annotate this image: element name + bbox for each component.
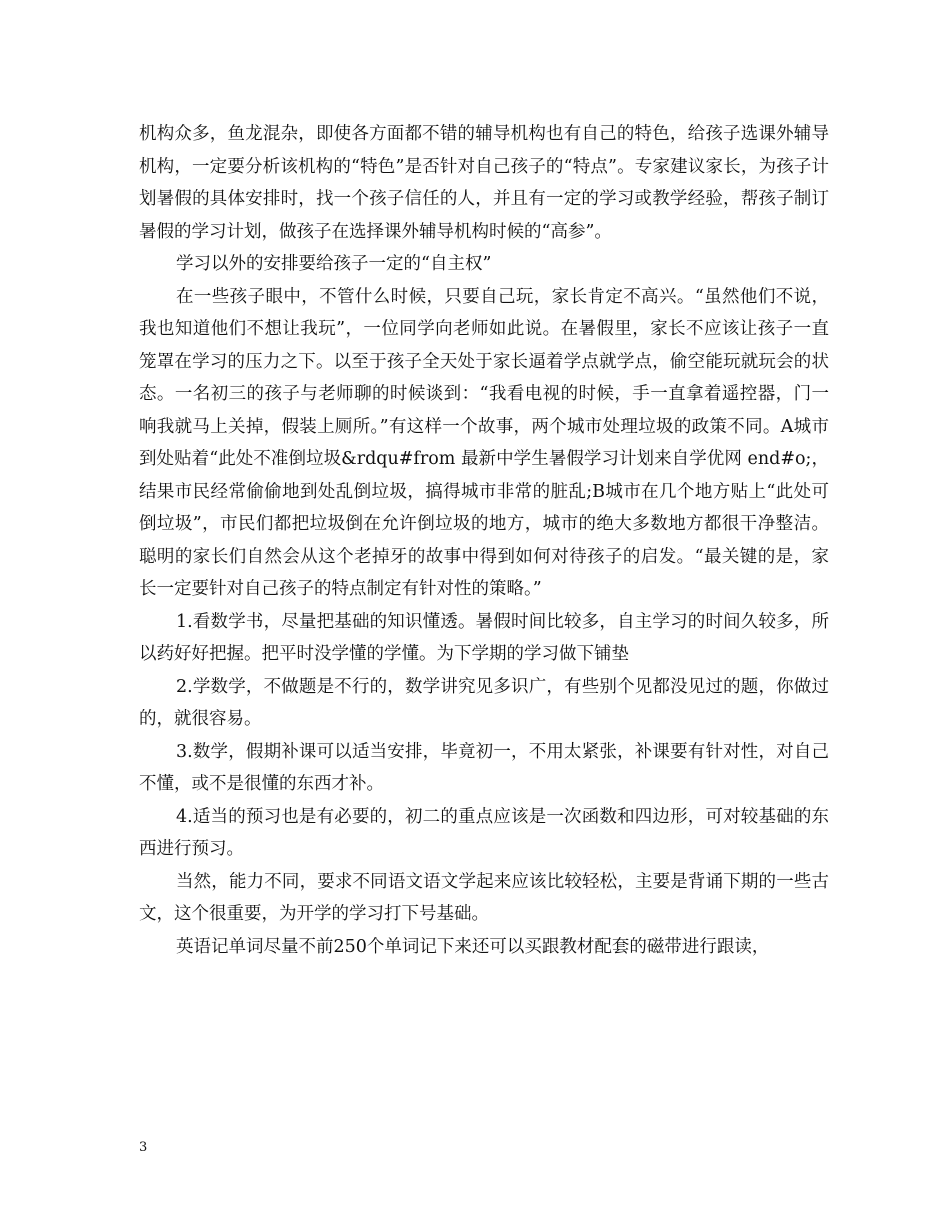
paragraph-english: 英语记单词尽量不前250个单词记下来还可以买跟教材配套的磁带进行跟读， bbox=[176, 936, 770, 957]
page-number: 3 bbox=[139, 1140, 148, 1155]
paragraph-1: 机构众多，鱼龙混杂，即使各方面都不错的辅导机构也有自己的特色，给孩子选课外辅导机构，一定要分析该机构的“特色”是否针对自己孩子的“特点”。专家建议家长，为孩子计划暑假的具体安排时，找一个孩子信任的人，并且有一定的学习或教学经验，帮孩子制订暑假的学习计划，做孩子在选择课外辅导机构时候的“高参”。 bbox=[139, 124, 829, 242]
list-item-3: 3.数学，假期补课可以适当安排，毕竟初一，不用太紧张，补课要有针对性，对自己不懂，或不是很懂的东西才补。 bbox=[139, 741, 829, 794]
list-item-1: 1.看数学书，尽量把基础的知识懂透。暑假时间比较多，自主学习的时间久较多，所以药好好把握。把平时没学懂的学懂。为下学期的学习做下铺垫 bbox=[139, 611, 829, 664]
document-body bbox=[139, 118, 829, 963]
section-heading-autonomy: 学习以外的安排要给孩子一定的“自主权” bbox=[176, 254, 492, 274]
paragraph-chinese: 当然，能力不同，要求不同语文语文学起来应该比较轻松，主要是背诵下期的一些古文，这个很重要，为开学的学习打下号基础。 bbox=[139, 871, 829, 924]
list-item-4: 4.适当的预习也是有必要的，初二的重点应该是一次函数和四边形，可对较基础的东西进行预习。 bbox=[139, 806, 829, 859]
list-item-2: 2.学数学，不做题是不行的，数学讲究见多识广，有些别个见都没见过的题，你做过的，就很容易。 bbox=[139, 676, 829, 729]
paragraph-2: 在一些孩子眼中，不管什么时候，只要自己玩，家长肯定不高兴。“虽然他们不说，我也知道他们不想让我玩”，一位同学向老师如此说。在暑假里，家长不应该让孩子一直笼罩在学习的压力之下。以至于孩子全天处于家长逼着学点就学点，偷空能玩就玩会的状态。一名初三的孩子与老师聊的时候谈到：“我看电视的时候，手一直拿着遥控器，门一响我就马上关掉，假装上厕所。”有这样一个故事，两个城市处理垃圾的政策不同。A城市到处贴着“此处不准倒垃圾&rdqu#from 最新中学生暑假学习计划来自学优网 end#o;，结果市民经常偷偷地到处乱倒垃圾，搞得城市非常的脏乱;B城市在几个地方贴上“此处可倒垃圾”，市民们都把垃圾倒在允许倒垃圾的地方，城市的绝大多数地方都很干净整洁。聪明的家长们自然会从这个老掉牙的故事中得到如何对待孩子的启发。“最关键的是，家长一定要针对自己孩子的特点制定有针对性的策略。” bbox=[139, 286, 829, 599]
